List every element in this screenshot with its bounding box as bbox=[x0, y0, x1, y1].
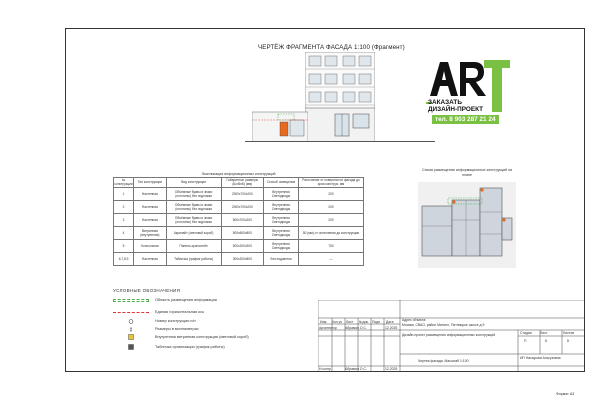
ground-line bbox=[245, 141, 435, 142]
red-dashed-line-icon bbox=[113, 312, 149, 313]
legend-label: Номер конструкции п/п bbox=[155, 319, 196, 323]
table-cell: 800x700x200 bbox=[221, 213, 263, 226]
table-cell: — bbox=[299, 252, 364, 265]
table-cell: 750 bbox=[299, 239, 364, 252]
stamp-col-sign: Подп. bbox=[372, 320, 382, 324]
table-cell: 1 bbox=[114, 187, 134, 200]
table-row bbox=[114, 187, 364, 200]
table-cell: Объёмные буквы и знаки (логотипы) без подложки bbox=[166, 213, 221, 226]
stamp-project-name: Дизайн-проект размещения информационных конструкций bbox=[402, 333, 496, 337]
table-row bbox=[114, 226, 364, 239]
plan-title: Схема размещения информационных конструкций на плане bbox=[422, 168, 512, 177]
stamp-company: ИП Насырова Альгузовна bbox=[520, 356, 561, 360]
table-row bbox=[114, 239, 364, 252]
floor-plan bbox=[418, 182, 516, 268]
stamp-sheet: 8 bbox=[545, 339, 547, 343]
table-cell: 6,7,8,9 bbox=[114, 252, 134, 265]
stamp-col-doc: №док. bbox=[359, 320, 369, 324]
col-size: Габаритные размеры (ШхВхВ) (мм) bbox=[221, 178, 263, 188]
table-cell: 3 bbox=[114, 213, 134, 226]
legend-item-area bbox=[113, 297, 217, 303]
stamp-address: Москва, СВАО, район Митино, Пятницкое шоссе д.9 bbox=[402, 323, 485, 327]
stamp-col-izm: Изм. bbox=[320, 320, 328, 324]
table-cell: Настенная bbox=[134, 213, 166, 226]
table-cell: 500x200x300 bbox=[221, 239, 263, 252]
table-cell: Внутренняя Светодиоды bbox=[264, 187, 299, 200]
paper-format: Формат А3 bbox=[556, 392, 575, 396]
table-row bbox=[114, 213, 364, 226]
stamp-stage-label: Стадия bbox=[520, 331, 532, 335]
col-lighting: Способ освещения bbox=[264, 178, 299, 188]
spec-table-caption: Экспликация информационных конструкций bbox=[201, 172, 276, 176]
table-cell: 2300x700x200 bbox=[221, 200, 263, 213]
table-cell: Акрилайт (световой короб) bbox=[166, 226, 221, 239]
stamp-sheets-label: Листов bbox=[563, 331, 575, 335]
stamp-checker-role: Н.контр. bbox=[319, 367, 333, 371]
tablet-icon bbox=[113, 345, 149, 350]
legend-item-tablet bbox=[113, 344, 225, 350]
shopfront-signage bbox=[252, 108, 308, 142]
table-cell: Внутренняя Светодиоды bbox=[264, 200, 299, 213]
stamp-sheets: 8 bbox=[567, 339, 569, 343]
table-cell: 200 bbox=[299, 200, 364, 213]
table-cell: Настенная bbox=[134, 187, 166, 200]
stamp-col-list: Лист bbox=[346, 320, 354, 324]
table-cell: Внутренняя Светодиоды bbox=[264, 213, 299, 226]
table-cell: Объёмные буквы и знаки (логотипы) без подложки bbox=[166, 200, 221, 213]
legend-title: УСЛОВНЫЕ ОБОЗНАЧЕНИЯ bbox=[113, 288, 181, 293]
logo-phone: тел. 8 903 287 21 24 bbox=[432, 115, 499, 124]
legend-item-axis bbox=[113, 309, 204, 315]
stamp-col-kolvo: Кол.уч bbox=[332, 320, 343, 324]
circle-number-icon bbox=[113, 319, 149, 324]
stamp-sheet-label: Лист bbox=[540, 331, 548, 335]
table-cell: Настенная bbox=[134, 200, 166, 213]
col-type: Тип конструкции bbox=[134, 178, 166, 188]
stamp-checker-date: 12.2025 bbox=[385, 367, 398, 371]
legend-item-dimensions bbox=[113, 326, 199, 332]
legend-label: Внутренняя витринная конструкция (световой короб) bbox=[155, 335, 249, 339]
table-cell: 5 bbox=[114, 239, 134, 252]
table-cell: 4 bbox=[114, 226, 134, 239]
table-cell: Консольная bbox=[134, 239, 166, 252]
green-dashed-box-icon bbox=[113, 299, 149, 302]
legend-item-number bbox=[113, 318, 196, 324]
dimension-arrow-icon bbox=[113, 327, 149, 332]
table-cell: 50 (мм) от остекления до конструкции bbox=[299, 226, 364, 239]
table-cell: 2 bbox=[114, 200, 134, 213]
logo-subtitle bbox=[428, 99, 483, 113]
col-number: № конструкции bbox=[114, 178, 133, 187]
legend-label: Размеры в миллиметрах bbox=[155, 327, 199, 331]
lightbox-icon bbox=[113, 335, 149, 340]
stamp-drawing-caption: Чертеж фасада. Масштаб 1:100 bbox=[418, 359, 469, 363]
table-cell: Без подсветки bbox=[264, 252, 299, 265]
table-cell: 500x600x800 bbox=[221, 226, 263, 239]
table-cell: 200 bbox=[299, 187, 364, 200]
stamp-checker-name: Абрамов О.С. bbox=[345, 367, 367, 371]
stamp-address-label: Адрес объекта: bbox=[402, 318, 427, 322]
stamp-col-date: Дата bbox=[386, 320, 394, 324]
stamp-stage: П bbox=[524, 339, 527, 343]
table-cell: Табличка (график работы) bbox=[166, 252, 221, 265]
table-cell: 200 bbox=[299, 213, 364, 226]
logo-subtitle-line-2: ДИЗАЙН-ПРОЕКТ bbox=[428, 106, 484, 114]
table-cell: Настенная bbox=[134, 252, 166, 265]
table-cell: Внутренняя Светодиоды bbox=[264, 226, 299, 239]
table-cell: 2300x700x200 bbox=[221, 187, 263, 200]
table-row bbox=[114, 252, 364, 265]
spec-table bbox=[113, 172, 364, 266]
col-distance: Расстояние от поверхности фасада до края конструк. мм bbox=[299, 178, 364, 188]
spec-table-header-row bbox=[114, 178, 364, 188]
stamp-architect-name: Абрамов О.С. bbox=[345, 326, 367, 330]
legend-label: Область размещения информации bbox=[155, 298, 217, 302]
facade-drawing bbox=[305, 52, 375, 142]
col-kind: Вид конструкции bbox=[166, 178, 221, 188]
stamp-date: 12.2025 bbox=[385, 326, 398, 330]
logo-subtitle-line-1: ЗАКАЗАТЬ bbox=[428, 99, 462, 106]
table-cell: 300x200x800 bbox=[221, 252, 263, 265]
table-cell: Внутренняя Светодиоды bbox=[264, 239, 299, 252]
stamp-architect-role: Архитектор bbox=[319, 326, 337, 330]
table-row bbox=[114, 200, 364, 213]
legend-item-lightbox bbox=[113, 334, 249, 340]
table-cell: Объёмные буквы и знаки (логотипы) без подложки bbox=[166, 187, 221, 200]
legend-label: Табличка организации (график работы) bbox=[155, 345, 225, 349]
drawing-title: ЧЕРТЁЖ ФРАГМЕНТА ФАСАДА 1:100 (Фрагмент) bbox=[258, 44, 405, 51]
legend-label: Единая горизонтальная ось bbox=[155, 310, 205, 314]
table-cell: Витринная (внутренняя) bbox=[134, 226, 166, 239]
table-cell: Панель-кронштейн bbox=[166, 239, 221, 252]
